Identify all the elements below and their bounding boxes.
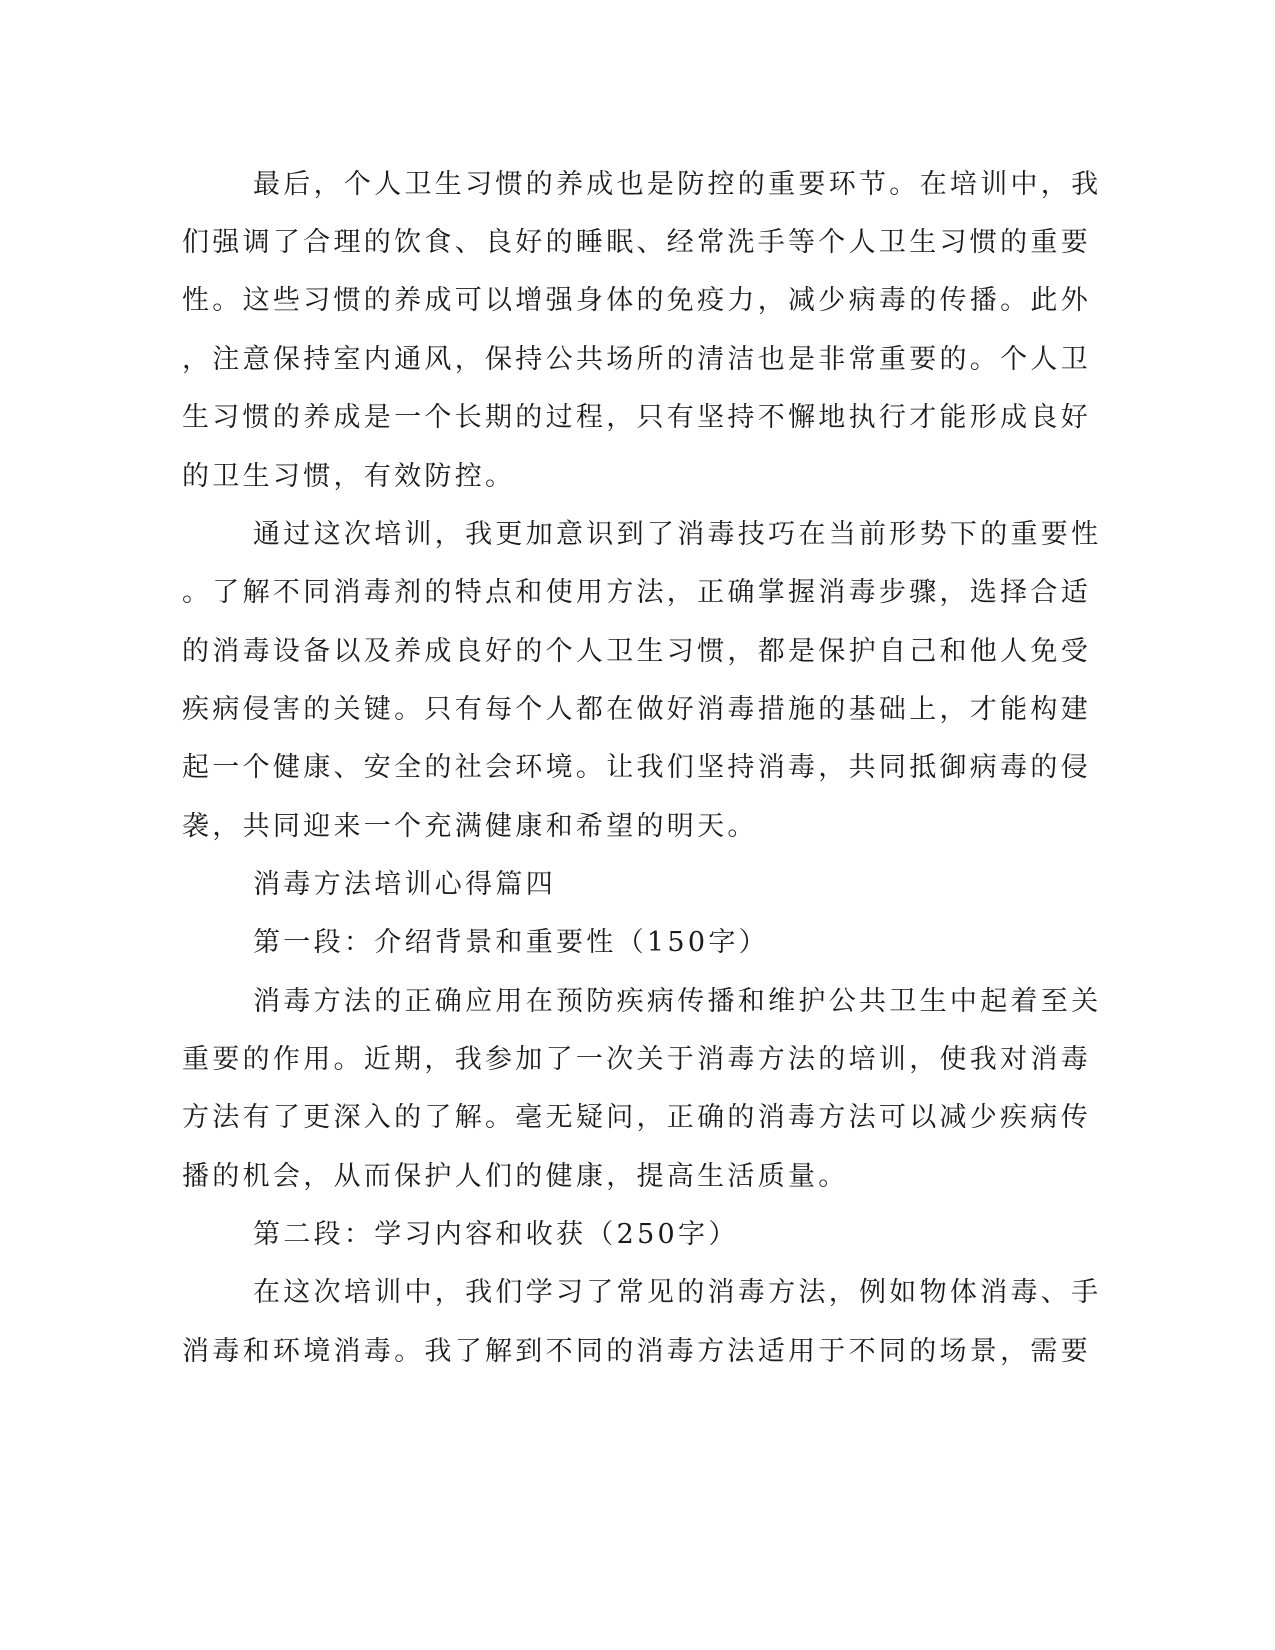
- text-line: 消毒方法的正确应用在预防疾病传播和维护公共卫生中起着至关: [253, 986, 1102, 1017]
- paragraph-heading: 第一段：介绍背景和重要性（150字）: [253, 927, 769, 958]
- paragraph-heading: 第二段：学习内容和收获（250字）: [253, 1219, 739, 1250]
- text-line: 的消毒设备以及养成良好的个人卫生习惯，都是保护自己和他人免受: [182, 636, 1091, 667]
- section-title: 消毒方法培训心得篇四: [253, 869, 556, 900]
- text-line: 在这次培训中，我们学习了常见的消毒方法，例如物体消毒、手: [253, 1277, 1102, 1308]
- text-line: 方法有了更深入的了解。毫无疑问，正确的消毒方法可以减少疾病传: [182, 1102, 1091, 1133]
- text-line: 的卫生习惯，有效防控。: [182, 461, 516, 492]
- text-line: 们强调了合理的饮食、良好的睡眠、经常洗手等个人卫生习惯的重要: [182, 227, 1091, 258]
- text-line: 最后，个人卫生习惯的养成也是防控的重要环节。在培训中，我: [253, 169, 1102, 200]
- text-line: 重要的作用。近期，我参加了一次关于消毒方法的培训，使我对消毒: [182, 1044, 1091, 1075]
- text-line: 性。这些习惯的养成可以增强身体的免疫力，减少病毒的传播。此外: [182, 285, 1091, 316]
- text-line: 起一个健康、安全的社会环境。让我们坚持消毒，共同抵御病毒的侵: [182, 752, 1091, 783]
- text-line: 播的机会，从而保护人们的健康，提高生活质量。: [182, 1161, 849, 1192]
- text-line: 。了解不同消毒剂的特点和使用方法，正确掌握消毒步骤，选择合适: [182, 577, 1091, 608]
- text-line: 疾病侵害的关键。只有每个人都在做好消毒措施的基础上，才能构建: [182, 694, 1091, 725]
- text-line: 袭，共同迎来一个充满健康和希望的明天。: [182, 811, 758, 842]
- text-line: 生习惯的养成是一个长期的过程，只有坚持不懈地执行才能形成良好: [182, 402, 1091, 433]
- text-line: 通过这次培训，我更加意识到了消毒技巧在当前形势下的重要性: [253, 519, 1102, 550]
- text-line: 消毒和环境消毒。我了解到不同的消毒方法适用于不同的场景，需要: [182, 1336, 1091, 1367]
- text-line: ，注意保持室内通风，保持公共场所的清洁也是非常重要的。个人卫: [182, 344, 1091, 375]
